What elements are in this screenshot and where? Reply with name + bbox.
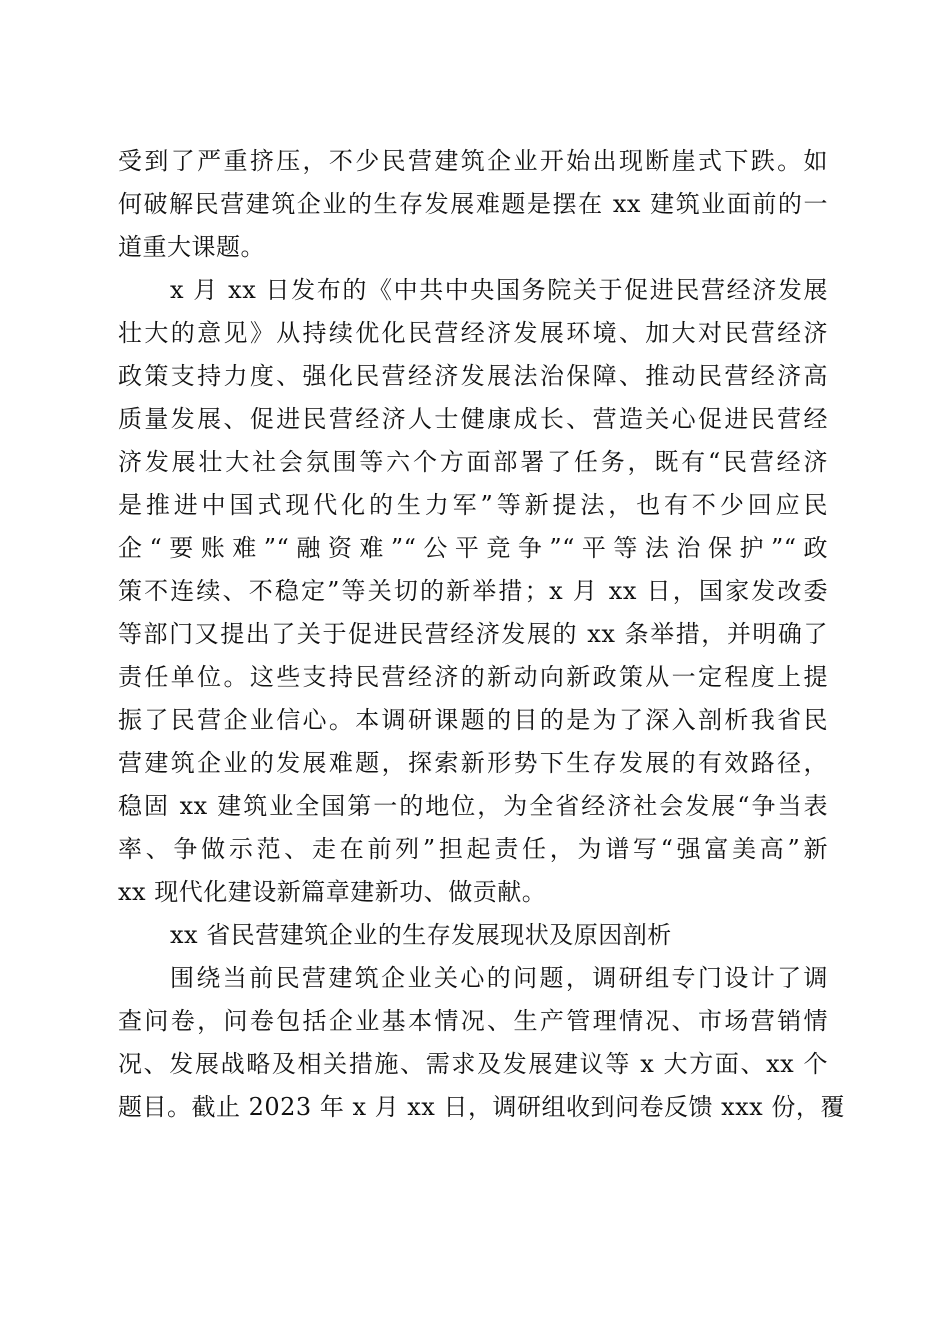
heading-text: xx 省民营建筑企业的生存发展现状及原因剖析 [170,921,672,949]
text-line: 围绕当前民营建筑企业关心的问题，调研组专门设计了调 [170,964,828,992]
section-heading [118,914,828,957]
text-line: 等部门又提出了关于促进民营经济发展的 xx 条举措，并明确了 [118,620,828,648]
text-line: 何破解民营建筑企业的生存发展难题是摆在 xx 建筑业面前的一 [118,190,828,218]
text-line: xx 现代化建设新篇章建新功、做贡献。 [118,878,547,906]
text-line: 道重大课题。 [118,233,265,261]
document-body [118,140,845,1129]
text-line: 营建筑企业的发展难题，探索新形势下生存发展的有效路径， [118,749,828,777]
paragraph-2 [118,269,828,914]
text-line: 策不连续、不稳定”等关切的新举措；x 月 xx 日，国家发改委 [118,577,828,605]
text-line: 壮大的意见》从持续优化民营经济发展环境、加大对民营经济 [118,319,828,347]
text-line: 是推进中国式现代化的生力军”等新提法，也有不少回应民 [118,491,828,519]
text-line: 济发展壮大社会氛围等六个方面部署了任务，既有“民营经济 [118,448,828,476]
text-line: 受到了严重挤压，不少民营建筑企业开始出现断崖式下跌。如 [118,147,828,175]
paragraph-1 [118,140,828,269]
text-line: 查问卷，问卷包括企业基本情况、生产管理情况、市场营销情 [118,1007,828,1035]
text-line: 质量发展、促进民营经济人士健康成长、营造关心促进民营经 [118,405,828,433]
text-line: 题目。截止 2023 年 x 月 xx 日，调研组收到问卷反馈 xxx 份，覆 [118,1093,845,1121]
text-line: 政策支持力度、强化民营经济发展法治保障、推动民营经济高 [118,362,828,390]
text-line: 率、争做示范、走在前列”担起责任，为谱写“强富美高”新 [118,835,828,863]
text-line: x 月 xx 日发布的《中共中央国务院关于促进民营经济发展 [170,276,828,304]
text-line: 稳固 xx 建筑业全国第一的地位，为全省经济社会发展“争当表 [118,792,828,820]
text-line: 况、发展战略及相关措施、需求及发展建议等 x 大方面、xx 个 [118,1050,828,1078]
text-line: 企“要账难”“融资难”“公平竞争”“平等法治保护”“政 [118,534,828,562]
text-line: 责任单位。这些支持民营经济的新动向新政策从一定程度上提 [118,663,828,691]
text-line: 振了民营企业信心。本调研课题的目的是为了深入剖析我省民 [118,706,828,734]
paragraph-3 [118,957,845,1129]
